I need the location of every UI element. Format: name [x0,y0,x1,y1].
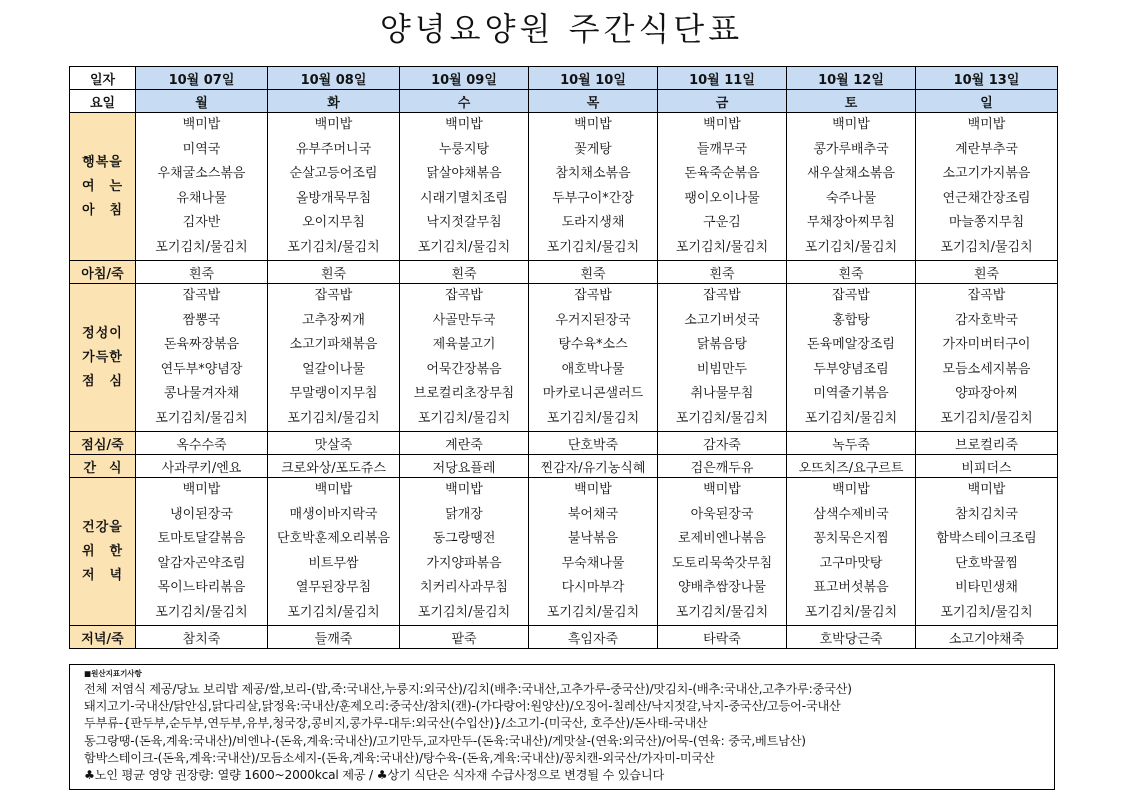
breakfast-porridge-row [70,261,1058,284]
menu-item: 숙주나물 [825,190,877,206]
menu-item: 북어채국 [567,506,619,522]
menu-item: 고추장찌개 [302,312,365,328]
menu-item: 목이느타리볶음 [157,580,246,595]
menu-item: 구운김 [703,215,741,230]
origin-notes-line: ♣노인 평균 영양 권장량: 열량 1600~2000kcal 제공 / ♣상기 식단은 식자재 수급사정으로 변경될 수 있습니다 [84,768,665,783]
dinner-label-line: 건강을 [82,519,123,535]
menu-item: 낙지젓갈무침 [426,215,502,230]
breakfast-porridge-cell: 흰죽 [136,261,268,284]
menu-item: 제육불고기 [432,337,496,352]
dinner-label-line: 위 한 [81,543,124,559]
dinner-porridge-cell: 소고기야채죽 [916,626,1058,649]
lunch-cell [400,284,529,432]
menu-item: 비트무쌈 [308,555,359,571]
breakfast-cell [916,113,1058,261]
menu-item: 포기김치/물김치 [287,410,380,426]
dinner-porridge-cell: 참치죽 [136,626,268,649]
menu-item: 어묵간장볶음 [426,361,502,377]
menu-item: 가지양파볶음 [426,555,502,571]
breakfast-cell [136,113,268,261]
menu-item: 도라지생채 [561,215,625,230]
lunch-cell [136,284,268,432]
menu-item: 백미밥 [574,117,612,132]
menu-item: 포기김치/물김치 [675,239,769,255]
breakfast-label-line: 여 는 [81,178,124,194]
menu-item: 팽이오이나물 [684,190,760,206]
menu-item: 백미밥 [182,482,221,497]
menu-item: 백미밥 [182,117,221,132]
day-cell: 월 [136,90,268,113]
menu-item: 콩나물겨자채 [163,386,240,401]
breakfast-label-line: 아 침 [81,202,124,218]
menu-item: 얼갈이나물 [302,361,365,377]
menu-item: 탕수육*소스 [558,337,628,352]
dinner-cell [916,478,1058,626]
date-cell: 10월 13일 [916,67,1058,90]
date-cell: 10월 08일 [268,67,400,90]
breakfast-porridge-cell: 흰죽 [787,261,916,284]
menu-item: 잡곡밥 [832,288,870,303]
menu-item: 비빔만두 [696,361,748,377]
menu-item: 브로컬리초장무침 [413,386,515,401]
lunch-cell [916,284,1058,432]
menu-item: 함박스테이크조림 [936,531,1037,546]
lunch-porridge-cell: 단호박죽 [529,432,658,455]
dinner-label [70,478,136,626]
menu-item: 무채장아찌무침 [807,215,895,230]
breakfast-label [70,113,136,261]
lunch-label [70,284,136,432]
breakfast-porridge-cell: 흰죽 [268,261,400,284]
menu-item: 우거지된장국 [555,312,631,328]
menu-item: 취나물무침 [690,386,754,401]
menu-item: 우채굴소스볶음 [157,166,246,181]
dinner-cell [136,478,268,626]
snack-cell: 비피더스 [916,455,1058,478]
menu-item: 잡곡밥 [967,288,1006,303]
menu-item: 돈육메알장조림 [807,337,895,352]
lunch-cell [529,284,658,432]
lunch-label-line: 가득한 [82,349,123,365]
breakfast-porridge-label: 아침/죽 [70,261,136,284]
menu-item: 연두부*양념장 [160,361,243,377]
menu-item: 포기김치/물김치 [546,604,640,620]
lunch-cell [658,284,787,432]
breakfast-cell [787,113,916,261]
dinner-porridge-cell: 흑임자죽 [529,626,658,649]
menu-item: 올방개묵무침 [295,190,372,206]
dinner-porridge-cell: 호박당근죽 [787,626,916,649]
lunch-porridge-cell: 녹두죽 [787,432,916,455]
menu-item: 김자반 [182,215,221,230]
menu-item: 소고기파채볶음 [289,337,378,352]
date-row [70,67,1058,90]
menu-item: 포기김치/물김치 [287,239,380,255]
menu-item: 로제비엔나볶음 [678,531,766,546]
menu-item: 포기김치/물김치 [804,604,898,620]
menu-item: 마카로니콘샐러드 [542,386,644,401]
menu-item: 감자호박국 [955,312,1018,328]
breakfast-cell [400,113,529,261]
menu-item: 포기김치/물김치 [417,410,511,426]
lunch-cell [268,284,400,432]
lunch-porridge-row [70,432,1058,455]
menu-item: 잡곡밥 [314,288,353,303]
menu-item: 잡곡밥 [703,288,741,303]
breakfast-porridge-cell: 흰죽 [400,261,529,284]
origin-notes [69,664,1055,790]
menu-item: 포기김치/물김치 [546,239,640,255]
origin-notes-line: 돼지고기-국내산/닭안심,닭다리살,닭정육:국내산/훈제오리:중국산/참치(캔)-(가다랑어:원양산)/오징어-칠레산/낙지젓갈,낙지-중국산/고등어-국내산 [84,699,841,714]
breakfast-label-line: 행복을 [82,154,123,170]
dinner-row [70,478,1058,626]
day-cell: 수 [400,90,529,113]
menu-item: 참치김치국 [955,506,1018,522]
menu-item: 포기김치/물김치 [287,604,380,620]
menu-item: 포기김치/물김치 [546,410,640,426]
menu-item: 백미밥 [574,482,612,497]
snack-cell: 저당요플레 [400,455,529,478]
menu-item: 양배추쌈장나물 [678,580,766,595]
menu-item: 들깨무국 [696,141,748,157]
lunch-porridge-cell: 브로컬리죽 [916,432,1058,455]
menu-item: 백미밥 [445,117,483,132]
dinner-cell [400,478,529,626]
menu-item: 소고기가지볶음 [942,166,1031,181]
origin-notes-line: 함박스테이크-(돈육,계육:국내산)/모듬소세지-(돈육,계육:국내산)/탕수육-(돈육,계육:국내산)/꽁치캔-외국산/가자미-미국산 [84,750,715,765]
day-cell: 화 [268,90,400,113]
menu-item: 포기김치/물김치 [155,410,248,426]
menu-item: 닭볶음탕 [696,337,748,352]
lunch-label-line: 점 심 [81,373,124,389]
dinner-cell [529,478,658,626]
menu-item: 삼색수제비국 [813,506,889,522]
lunch-porridge-cell: 계란죽 [400,432,529,455]
menu-item: 치커리사과무침 [420,580,508,595]
origin-notes-line: 동그랑땡-(돈육,계육:국내산)/비엔나-(돈육,계육:국내산)/고기만두,교자만두-(돈육:국내산)/게맛살-(연육:외국산)/어묵-(연육: 중국,베트남산) [84,733,806,748]
date-cell: 10월 07일 [136,67,268,90]
day-cell: 금 [658,90,787,113]
menu-item: 유부주머니국 [295,141,372,157]
menu-item: 잡곡밥 [182,288,221,303]
menu-item: 백미밥 [967,482,1006,497]
menu-item: 단호박훈제오리볶음 [276,531,391,546]
menu-item: 동그랑땡전 [432,531,496,546]
menu-item: 포기김치/물김치 [417,604,511,620]
menu-item: 가자미버터구이 [942,337,1031,352]
menu-item: 백미밥 [314,482,353,497]
menu-item: 포기김치/물김치 [675,410,769,426]
menu-item: 단호박꿀찜 [955,555,1018,571]
date-cell: 10월 09일 [400,67,529,90]
menu-item: 냉이된장국 [170,506,233,522]
menu-item: 고구마맛탕 [819,555,883,571]
menu-item: 포기김치/물김치 [804,410,898,426]
snack-cell: 오뜨치즈/요구르트 [787,455,916,478]
snack-cell: 크로와상/포도쥬스 [268,455,400,478]
snack-cell: 사과쿠키/엔요 [136,455,268,478]
lunch-porridge-label: 점심/죽 [70,432,136,455]
snack-label: 간 식 [70,455,136,478]
menu-item: 백미밥 [314,117,353,132]
menu-item: 유채나물 [176,190,227,206]
menu-item: 잡곡밥 [574,288,612,303]
menu-item: 잡곡밥 [445,288,483,303]
menu-item: 포기김치/물김치 [155,604,248,620]
dinner-cell [787,478,916,626]
menu-item: 계란부추국 [955,141,1018,157]
menu-item: 짬뽕국 [182,312,221,328]
lunch-porridge-cell: 옥수수죽 [136,432,268,455]
lunch-cell [787,284,916,432]
menu-item: 무숙채나물 [561,555,625,571]
menu-item: 미역국 [182,141,221,157]
menu-item: 포기김치/물김치 [804,239,898,255]
menu-item: 꽁치묵은지찜 [813,531,889,546]
date-cell: 10월 10일 [529,67,658,90]
menu-item: 두부구이*간장 [552,190,634,206]
menu-item: 애호박나물 [561,361,625,377]
menu-item: 시래기멸치조림 [420,190,508,206]
date-label: 일자 [70,67,136,90]
menu-item: 알감자곤약조림 [157,555,246,571]
menu-item: 닭개장 [445,506,483,522]
breakfast-row [70,113,1058,261]
breakfast-cell [658,113,787,261]
lunch-porridge-cell: 맛살죽 [268,432,400,455]
menu-item: 꽃게탕 [574,141,612,157]
menu-item: 포기김치/물김치 [940,239,1033,255]
dinner-label-line: 저 녁 [81,567,124,583]
menu-item: 모듬소세지볶음 [942,361,1031,377]
dinner-porridge-cell: 들깨죽 [268,626,400,649]
menu-item: 다시마부각 [561,580,625,595]
menu-item: 돈육짜장볶음 [163,337,240,352]
menu-item: 돈육죽순볶음 [684,166,760,181]
menu-item: 백미밥 [967,117,1006,132]
menu-item: 백미밥 [445,482,483,497]
snack-cell: 검은깨두유 [658,455,787,478]
menu-item: 포기김치/물김치 [940,410,1033,426]
day-cell: 목 [529,90,658,113]
menu-item: 토마토달걀볶음 [157,531,246,546]
menu-item: 오이지무침 [302,215,365,230]
menu-item: 두부양념조림 [813,361,889,377]
dinner-cell [658,478,787,626]
menu-item: 백미밥 [832,482,870,497]
menu-item: 사골만두국 [432,312,496,328]
dinner-porridge-label: 저녁/죽 [70,626,136,649]
menu-item: 홍합탕 [832,312,870,328]
menu-item: 백미밥 [703,117,741,132]
menu-item: 포기김치/물김치 [675,604,769,620]
menu-item: 닭살야채볶음 [426,166,502,181]
day-label: 요일 [70,90,136,113]
lunch-label-line: 정성이 [82,325,123,341]
menu-item: 소고기버섯국 [684,312,760,328]
menu-item: 연근채간장조림 [942,190,1031,206]
menu-item: 포기김치/물김치 [155,239,248,255]
breakfast-porridge-cell: 흰죽 [529,261,658,284]
day-row [70,90,1058,113]
day-cell: 일 [916,90,1058,113]
menu-item: 백미밥 [832,117,870,132]
menu-item: 미역줄기볶음 [813,386,889,401]
menu-item: 순살고등어조림 [289,166,378,181]
menu-item: 콩가루배추국 [813,141,889,157]
menu-item: 도토리묵쑥갓무침 [671,555,773,571]
menu-item: 열무된장무침 [295,580,372,595]
origin-notes-line: 두부류-{판두부,순두부,연두부,유부,청국장,콩비지,콩가루-대두:외국산(수입산)}/소고기-(미국산, 호주산)/돈사태-국내산 [84,716,708,731]
menu-item: 새우살채소볶음 [807,166,895,181]
breakfast-porridge-cell: 흰죽 [916,261,1058,284]
origin-notes-title: ■원산지표기사항 [84,669,142,678]
dinner-porridge-cell: 타락죽 [658,626,787,649]
lunch-porridge-cell: 감자죽 [658,432,787,455]
origin-notes-line: 전체 저염식 제공/당뇨 보리밥 제공/쌀,보리-(밥,죽:국내산,누룽지:외국산)/김치(배추:국내산,고추가루-중국산)/맛김치-(배추:국내산,고추가루:중국산) [84,682,852,696]
date-cell: 10월 12일 [787,67,916,90]
menu-item: 매생이바지락국 [289,506,378,522]
lunch-row [70,284,1058,432]
breakfast-porridge-cell: 흰죽 [658,261,787,284]
menu-item: 무말랭이지무침 [289,386,378,401]
dinner-porridge-row [70,626,1058,649]
snack-row [70,455,1058,478]
weekly-menu-table [69,66,1058,649]
dinner-cell [268,478,400,626]
snack-cell: 찐감자/유기농식혜 [529,455,658,478]
breakfast-cell [268,113,400,261]
breakfast-cell [529,113,658,261]
menu-item: 포기김치/물김치 [417,239,511,255]
day-cell: 토 [787,90,916,113]
menu-item: 표고버섯볶음 [813,580,889,595]
menu-item: 마늘쫑지무침 [948,215,1025,230]
date-cell: 10월 11일 [658,67,787,90]
menu-item: 비타민생채 [955,580,1018,595]
menu-item: 누룽지탕 [438,141,490,157]
menu-item: 포기김치/물김치 [940,604,1033,620]
menu-item: 양파장아찌 [955,386,1018,401]
menu-item: 백미밥 [703,482,741,497]
page-title: 양녕요양원 주간식단표 [379,10,744,48]
dinner-porridge-cell: 팥죽 [400,626,529,649]
menu-item: 아욱된장국 [690,506,754,522]
menu-item: 참치채소볶음 [555,166,631,181]
menu-item: 불낙볶음 [567,531,619,546]
